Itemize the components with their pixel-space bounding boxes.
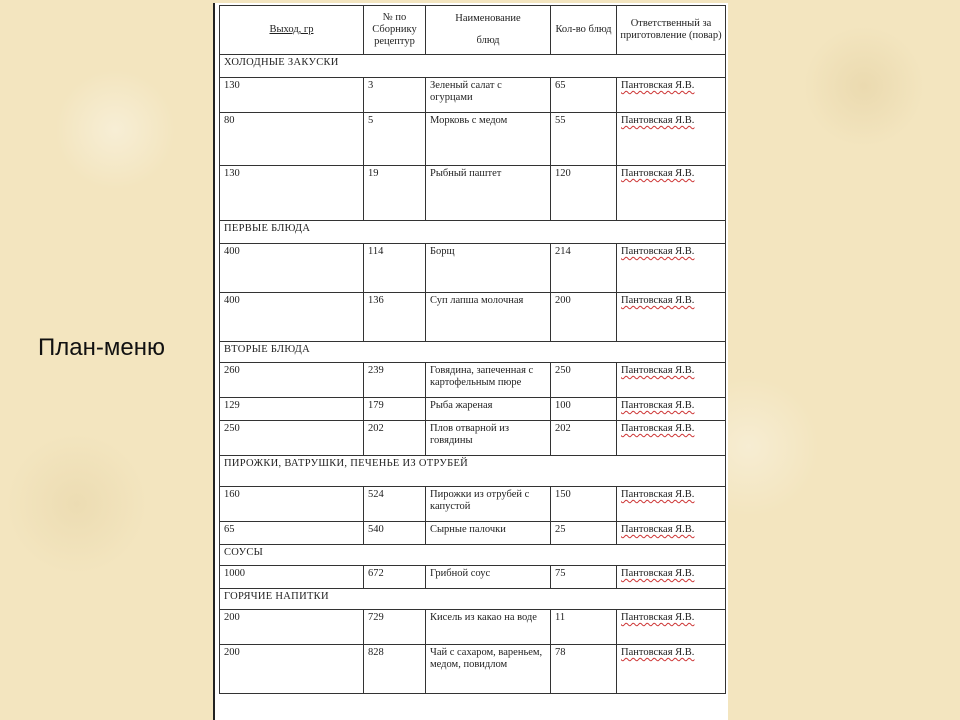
cook-name: Пантовская Я.В. — [621, 524, 695, 535]
table-row — [220, 113, 726, 166]
table-row — [220, 487, 726, 522]
cell-yield: 200 — [220, 610, 364, 645]
cell-yield: 1000 — [220, 566, 364, 589]
section-row — [220, 589, 726, 610]
cell-cook — [617, 78, 726, 113]
cell-cook — [617, 166, 726, 221]
cook-name: Пантовская Я.В. — [621, 612, 695, 623]
table-row — [220, 610, 726, 645]
section-row — [220, 342, 726, 363]
cell-count: 214 — [551, 244, 617, 293]
cell-cook — [617, 487, 726, 522]
cook-name: Пантовская Я.В. — [621, 647, 695, 658]
cook-name: Пантовская Я.В. — [621, 295, 695, 306]
cell-cook — [617, 113, 726, 166]
table-row — [220, 244, 726, 293]
cell-dish: Борщ — [426, 244, 551, 293]
section-title: ГОРЯЧИЕ НАПИТКИ — [220, 589, 726, 610]
cell-yield: 400 — [220, 244, 364, 293]
table-row — [220, 363, 726, 398]
cell-count: 250 — [551, 363, 617, 398]
cell-cook — [617, 293, 726, 342]
cell-recipe-no: 202 — [364, 421, 426, 456]
cell-cook — [617, 522, 726, 545]
cell-recipe-no: 5 — [364, 113, 426, 166]
cell-recipe-no: 136 — [364, 293, 426, 342]
cell-dish: Рыба жареная — [426, 398, 551, 421]
header-dish-name-bottom: блюд — [476, 35, 500, 46]
cell-dish: Пирожки из отрубей с капустой — [426, 487, 551, 522]
cell-cook — [617, 610, 726, 645]
menu-document — [213, 3, 728, 720]
table-row — [220, 645, 726, 694]
menu-table — [219, 5, 726, 694]
cell-dish: Грибной соус — [426, 566, 551, 589]
header-yield: Выход, гр — [220, 6, 364, 55]
section-title: ПЕРВЫЕ БЛЮДА — [220, 221, 726, 244]
cook-name: Пантовская Я.В. — [621, 80, 695, 91]
section-title: ХОЛОДНЫЕ ЗАКУСКИ — [220, 55, 726, 78]
table-row — [220, 522, 726, 545]
table-row — [220, 421, 726, 456]
cell-dish: Морковь с медом — [426, 113, 551, 166]
cell-yield: 130 — [220, 78, 364, 113]
table-header-row — [220, 6, 726, 55]
section-title: СОУСЫ — [220, 545, 726, 566]
header-responsible: Ответственный за приготовление (повар) — [617, 6, 726, 55]
cell-recipe-no: 729 — [364, 610, 426, 645]
cell-recipe-no: 672 — [364, 566, 426, 589]
cell-dish: Чай с сахаром, вареньем, медом, повидлом — [426, 645, 551, 694]
cell-cook — [617, 645, 726, 694]
cell-yield: 250 — [220, 421, 364, 456]
cell-yield: 160 — [220, 487, 364, 522]
cell-count: 150 — [551, 487, 617, 522]
cell-recipe-no: 524 — [364, 487, 426, 522]
cell-count: 75 — [551, 566, 617, 589]
section-row — [220, 55, 726, 78]
cook-name: Пантовская Я.В. — [621, 568, 695, 579]
table-row — [220, 166, 726, 221]
cook-name: Пантовская Я.В. — [621, 246, 695, 257]
cell-recipe-no: 239 — [364, 363, 426, 398]
cell-cook — [617, 363, 726, 398]
cook-name: Пантовская Я.В. — [621, 365, 695, 376]
cell-count: 100 — [551, 398, 617, 421]
cook-name: Пантовская Я.В. — [621, 168, 695, 179]
section-title: ВТОРЫЕ БЛЮДА — [220, 342, 726, 363]
cell-dish: Рыбный паштет — [426, 166, 551, 221]
cell-recipe-no: 179 — [364, 398, 426, 421]
cell-yield: 129 — [220, 398, 364, 421]
table-row — [220, 566, 726, 589]
cook-name: Пантовская Я.В. — [621, 400, 695, 411]
cell-recipe-no: 540 — [364, 522, 426, 545]
cell-dish: Кисель из какао на воде — [426, 610, 551, 645]
table-row — [220, 78, 726, 113]
cell-count: 78 — [551, 645, 617, 694]
cell-dish: Сырные палочки — [426, 522, 551, 545]
cell-cook — [617, 244, 726, 293]
cell-count: 65 — [551, 78, 617, 113]
cell-recipe-no: 3 — [364, 78, 426, 113]
cell-yield: 130 — [220, 166, 364, 221]
header-recipe-no: № по Сборнику рецептур — [364, 6, 426, 55]
slide-title: План-меню — [38, 334, 165, 361]
cell-dish: Суп лапша молочная — [426, 293, 551, 342]
menu-body — [220, 55, 726, 694]
cell-dish: Говядина, запеченная с картофельным пюре — [426, 363, 551, 398]
header-dish-name — [426, 6, 551, 55]
cell-yield: 65 — [220, 522, 364, 545]
header-count: Кол-во блюд — [551, 6, 617, 55]
section-title: ПИРОЖКИ, ВАТРУШКИ, ПЕЧЕНЬЕ ИЗ ОТРУБЕЙ — [220, 456, 726, 487]
cell-yield: 260 — [220, 363, 364, 398]
header-dish-name-top: Наименование — [455, 13, 521, 24]
cell-yield: 80 — [220, 113, 364, 166]
cell-recipe-no: 19 — [364, 166, 426, 221]
table-row — [220, 398, 726, 421]
cook-name: Пантовская Я.В. — [621, 115, 695, 126]
cell-count: 55 — [551, 113, 617, 166]
table-row — [220, 293, 726, 342]
section-row — [220, 545, 726, 566]
cell-recipe-no: 828 — [364, 645, 426, 694]
cell-dish: Зеленый салат с огурцами — [426, 78, 551, 113]
cook-name: Пантовская Я.В. — [621, 489, 695, 500]
cell-yield: 200 — [220, 645, 364, 694]
cell-cook — [617, 398, 726, 421]
section-row — [220, 221, 726, 244]
cell-count: 202 — [551, 421, 617, 456]
cell-count: 200 — [551, 293, 617, 342]
cell-dish: Плов отварной из говядины — [426, 421, 551, 456]
cell-recipe-no: 114 — [364, 244, 426, 293]
cell-count: 11 — [551, 610, 617, 645]
cell-yield: 400 — [220, 293, 364, 342]
cell-count: 25 — [551, 522, 617, 545]
cell-cook — [617, 421, 726, 456]
cook-name: Пантовская Я.В. — [621, 423, 695, 434]
cell-cook — [617, 566, 726, 589]
section-row — [220, 456, 726, 487]
cell-count: 120 — [551, 166, 617, 221]
